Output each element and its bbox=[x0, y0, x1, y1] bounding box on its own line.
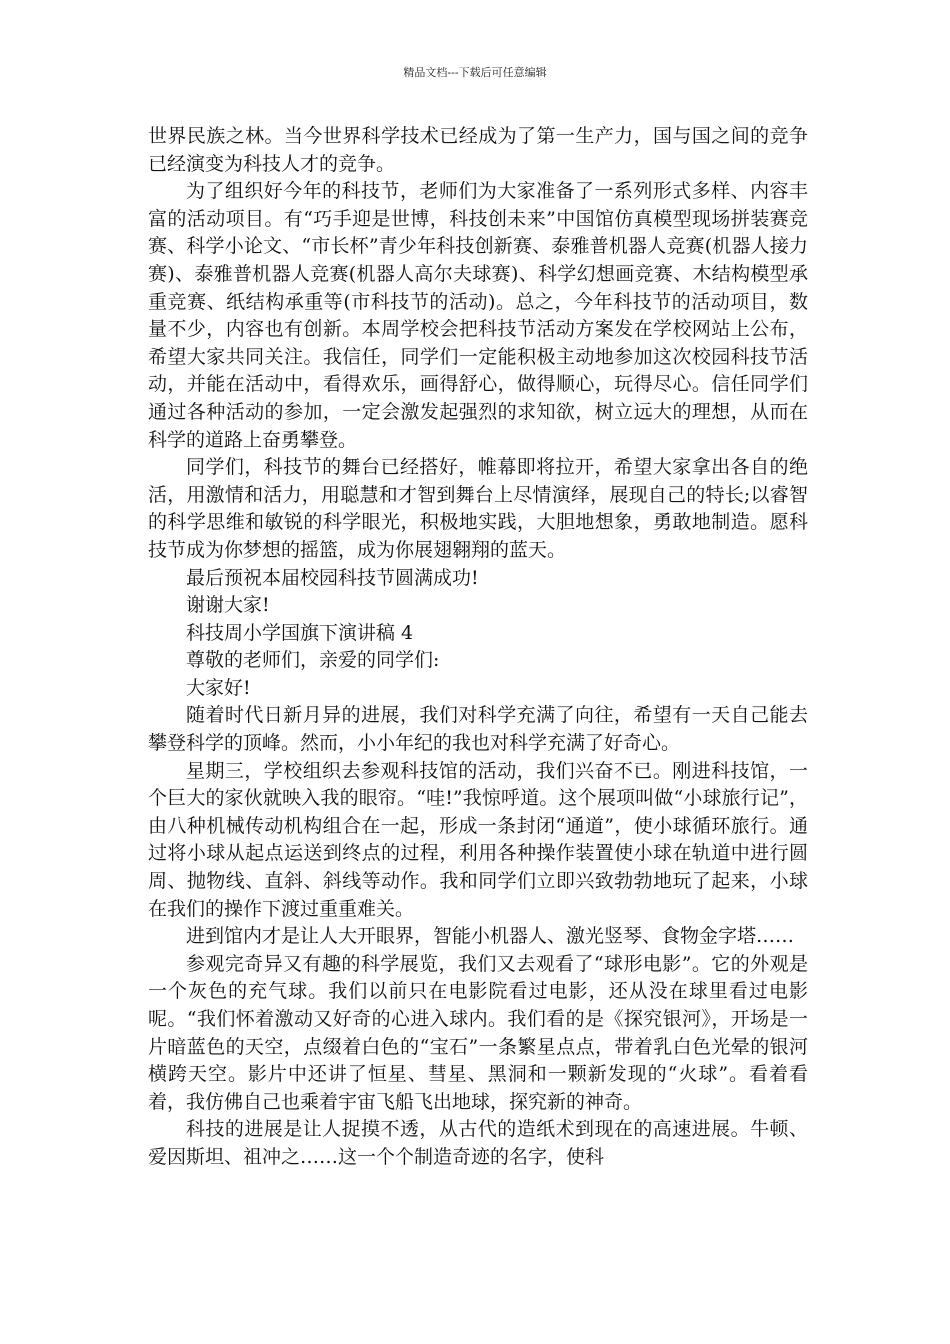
paragraph: 星期三，学校组织去参观科技馆的活动，我们兴奋不已。刚进科技馆，一个巨大的家伙就映入我的眼帘。“哇!”我惊呼道。这个展项叫做“小球旅行记”，由八种机械传动机构组合在一起，形成一条封闭“通道”，使小球循环旅行。通过将小球从起点运送到终点的过程，利用各种操作装置使小球在轨道中进行圆周、抛物线、直斜、斜线等动作。我和同学们立即兴致勃勃地玩了起来，小球在我们的操作下渡过重重难关。 bbox=[148, 759, 808, 920]
paragraph: 科技的进展是让人捉摸不透，从古代的造纸术到现在的高速进展。牛顿、爱因斯坦、祖冲之……这一个个制造奇迹的名字，使科 bbox=[148, 1118, 808, 1168]
paragraph: 最后预祝本届校园科技节圆满成功! bbox=[186, 566, 479, 589]
paragraph: 参观完奇异又有趣的科学展览，我们又去观看了“球形电影”。它的外观是一个灰色的充气球。我们以前只在电影院看过电影，还从没在球里看过电影呢。“我们怀着激动又好奇的心进入球内。我们看的是《探究银河》，开场是一片暗蓝色的天空，点缀着白色的“宝石”一条繁星点点，带着乳白色光晕的银河横跨天空。影片中还讲了恒星、彗星、黑洞和一颗新发现的“火球”。看着看着，我仿佛自己也乘着宇宙飞船飞出地球，探究新的神奇。 bbox=[148, 952, 808, 1113]
paragraph: 为了组织好今年的科技节，老师们为大家准备了一系列形式多样、内容丰富的活动项目。有“巧手迎是世博，科技创未来”中国馆仿真模型现场拼装赛竞赛、科学小论文、“市长杯”青少年科技创新赛、泰雅普机器人竞赛(机器人接力赛)、泰雅普机器人竞赛(机器人高尔夫球赛)、科学幻想画竞赛、木结构模型承重竞赛、纸结构承重等(市科技节的活动)。总之，今年科技节的活动项目，数量不少，内容也有创新。本周学校会把科技节活动方案发在学校网站上公布，希望大家共同关注。我信任，同学们一定能积极主动地参加这次校园科技节活动，并能在活动中，看得欢乐，画得舒心，做得顺心，玩得尽心。信任同学们通过各种活动的参加，一定会激发起强烈的求知欲，树立远大的理想，从而在科学的道路上奋勇攀登。 bbox=[148, 180, 808, 451]
page-header: 精品文档---下载后可任意编辑 bbox=[403, 66, 547, 79]
paragraph: 随着时代日新月异的进展，我们对科学充满了向往，希望有一天自己能去攀登科学的顶峰。然而，小小年纪的我也对科学充满了好奇心。 bbox=[148, 704, 808, 755]
document-body bbox=[148, 123, 808, 1172]
section-title: 科技周小学国旗下演讲稿 4 bbox=[186, 621, 414, 644]
greeting: 大家好! bbox=[186, 676, 251, 699]
salutation: 尊敬的老师们，亲爱的同学们: bbox=[186, 649, 440, 672]
paragraph: 进到馆内才是让人大开眼界，智能小机器人、激光竖琴、食物金字塔…… bbox=[186, 925, 795, 948]
paragraph: 同学们，科技节的舞台已经搭好，帷幕即将拉开，希望大家拿出各自的绝活，用激情和活力，用聪慧和才智到舞台上尽情演绎，展现自己的特长;以睿智的科学思维和敏锐的科学眼光，积极地实践，大胆地想象，勇敢地制造。愿科技节成为你梦想的摇篮，成为你展翅翱翔的蓝天。 bbox=[148, 456, 808, 561]
paragraph-continued: 世界民族之林。当今世界科学技术已经成为了第一生产力，国与国之间的竞争已经演变为科技人才的竞争。 bbox=[148, 125, 808, 175]
paragraph: 谢谢大家! bbox=[186, 594, 270, 617]
